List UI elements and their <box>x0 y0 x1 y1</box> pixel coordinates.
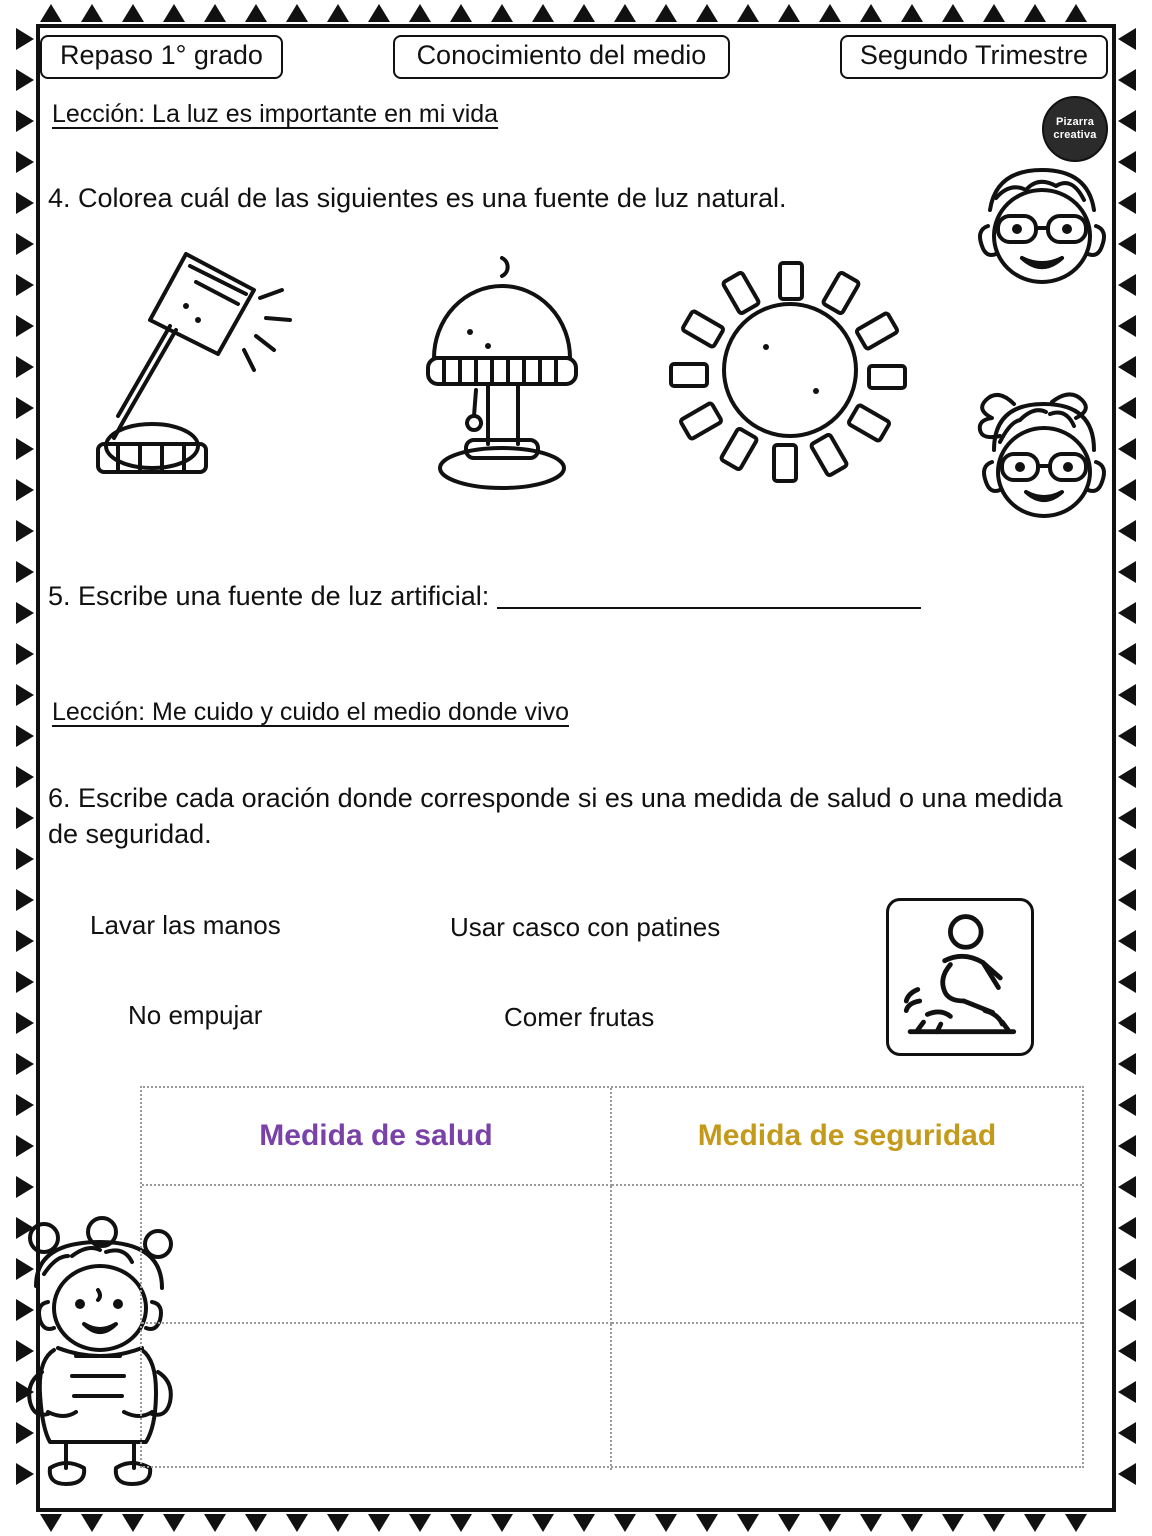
border-chevron <box>16 1135 34 1157</box>
border-chevron <box>16 807 34 829</box>
border-chevron <box>1118 725 1136 747</box>
table-header-seguridad <box>612 1088 1082 1186</box>
border-chevron <box>16 110 34 132</box>
girl-face-illustration <box>964 380 1124 540</box>
border-chevron <box>327 1514 349 1532</box>
header-term-box: Segundo Trimestre <box>840 35 1108 79</box>
border-chevron <box>1118 1217 1136 1239</box>
border-chevron <box>368 1514 390 1532</box>
border-chevron <box>40 1514 62 1532</box>
border-chevron <box>16 1176 34 1198</box>
table-header-salud <box>142 1088 612 1186</box>
border-chevron <box>16 397 34 419</box>
table-cell-salud-2[interactable] <box>142 1324 612 1470</box>
border-chevron <box>532 4 554 22</box>
border-chevron <box>737 4 759 22</box>
border-chevron <box>819 1514 841 1532</box>
table-lamp-icon[interactable] <box>392 240 612 490</box>
table-cell-seguridad-2[interactable] <box>612 1324 1082 1470</box>
border-chevron <box>778 4 800 22</box>
border-chevron <box>16 602 34 624</box>
border-chevron <box>16 356 34 378</box>
border-chevron <box>163 1514 185 1532</box>
border-chevron <box>1118 930 1136 952</box>
border-chevron <box>860 4 882 22</box>
border-chevron <box>286 4 308 22</box>
table-header-salud-label: Medida de salud <box>259 1119 493 1152</box>
border-chevron <box>778 1514 800 1532</box>
border-chevron <box>450 4 472 22</box>
border-chevron <box>1118 971 1136 993</box>
border-chevron <box>16 69 34 91</box>
border-chevron <box>491 1514 513 1532</box>
question-6-text: 6. Escribe cada oración donde corresponde si es una medida de salud o una medida de seguridad. <box>48 783 1063 850</box>
border-chevron <box>983 1514 1005 1532</box>
border-chevron <box>450 1514 472 1532</box>
border-chevron <box>16 725 34 747</box>
logo-line-1: Pizarra <box>1055 116 1095 129</box>
border-chevron <box>16 766 34 788</box>
worksheet-header <box>40 34 1108 80</box>
border-chevron <box>286 1514 308 1532</box>
header-subject-box: Conocimiento del medio <box>393 35 731 79</box>
border-chevron <box>1118 69 1136 91</box>
option-usar-casco-con-patines[interactable]: Usar casco con patines <box>450 912 721 942</box>
logo-line-2: creativa <box>1053 129 1097 141</box>
border-chevron <box>1118 1012 1136 1034</box>
border-chevron <box>1118 356 1136 378</box>
desk-lamp-icon[interactable] <box>78 232 308 482</box>
border-chevron <box>16 643 34 665</box>
border-chevron <box>655 4 677 22</box>
border-chevron <box>1118 110 1136 132</box>
border-chevron <box>1118 1094 1136 1116</box>
border-chevron <box>491 4 513 22</box>
border-chevron <box>368 4 390 22</box>
border-chevron <box>1024 4 1046 22</box>
border-chevron <box>655 1514 677 1532</box>
question-4-text: 4. Colorea cuál de las siguientes es una fuente de luz natural. <box>48 183 787 213</box>
border-chevron <box>16 479 34 501</box>
border-chevron <box>81 1514 103 1532</box>
border-chevron <box>942 1514 964 1532</box>
border-chevron <box>1118 766 1136 788</box>
border-chevron <box>1065 1514 1087 1532</box>
sun-icon[interactable] <box>660 255 920 485</box>
border-chevron <box>1118 848 1136 870</box>
border-chevron <box>122 4 144 22</box>
border-chevron <box>1118 643 1136 665</box>
border-chevron <box>1118 1053 1136 1075</box>
border-chevron <box>1118 1381 1136 1403</box>
border-chevron <box>1118 807 1136 829</box>
pizarra-creativa-logo <box>1042 96 1108 162</box>
question-5 <box>48 578 1048 614</box>
border-chevron <box>1024 1514 1046 1532</box>
border-chevron <box>737 1514 759 1532</box>
border-chevron <box>16 848 34 870</box>
border-chevron <box>1118 28 1136 50</box>
border-chevron <box>1065 4 1087 22</box>
border-chevron <box>532 1514 554 1532</box>
border-chevron <box>1118 315 1136 337</box>
border-chevron <box>16 1094 34 1116</box>
slippery-floor-sign-icon <box>886 898 1034 1056</box>
border-chevron <box>1118 1176 1136 1198</box>
border-chevron <box>409 4 431 22</box>
border-chevron <box>245 1514 267 1532</box>
border-chevron <box>1118 602 1136 624</box>
table-cell-salud-1[interactable] <box>142 1186 612 1324</box>
border-chevron <box>1118 889 1136 911</box>
border-chevron <box>204 4 226 22</box>
border-chevron <box>942 4 964 22</box>
header-grade-box: Repaso 1° grado <box>40 35 283 79</box>
border-chevron <box>245 4 267 22</box>
border-chevron <box>16 684 34 706</box>
border-chevron <box>16 315 34 337</box>
border-chevron <box>16 1012 34 1034</box>
border-chevron <box>614 4 636 22</box>
border-chevron <box>696 1514 718 1532</box>
border-chevron <box>204 1514 226 1532</box>
border-line-top <box>36 24 1116 28</box>
border-chevron <box>860 1514 882 1532</box>
border-chevron <box>16 520 34 542</box>
border-chevron <box>696 4 718 22</box>
option-lavar-las-manos[interactable]: Lavar las manos <box>90 910 281 940</box>
border-chevron <box>16 438 34 460</box>
border-chevron <box>327 4 349 22</box>
classification-table <box>140 1086 1084 1468</box>
option-comer-frutas[interactable]: Comer frutas <box>504 1002 655 1032</box>
border-chevron <box>614 1514 636 1532</box>
option-no-empujar[interactable]: No empujar <box>128 1000 263 1030</box>
border-chevron <box>16 274 34 296</box>
border-chevron <box>1118 1422 1136 1444</box>
border-chevron <box>1118 684 1136 706</box>
border-chevron <box>16 28 34 50</box>
border-chevron <box>819 4 841 22</box>
border-chevron <box>573 1514 595 1532</box>
border-chevron <box>1118 1135 1136 1157</box>
question-5-text: 5. Escribe una fuente de luz artificial: <box>48 581 490 611</box>
border-chevron <box>1118 1463 1136 1485</box>
lesson-title-light: Lección: La luz es importante en mi vida <box>52 100 499 128</box>
border-chevron <box>1118 1258 1136 1280</box>
border-chevron <box>40 4 62 22</box>
border-chevron <box>1118 561 1136 583</box>
border-chevron <box>409 1514 431 1532</box>
table-header-seguridad-label: Medida de seguridad <box>697 1119 997 1152</box>
answer-blank-line[interactable] <box>497 585 921 609</box>
border-chevron <box>16 192 34 214</box>
border-chevron <box>122 1514 144 1532</box>
border-chevron <box>81 4 103 22</box>
lesson-title-care: Lección: Me cuido y cuido el medio donde vivo <box>52 698 569 726</box>
border-chevron <box>16 1053 34 1075</box>
border-line-bottom <box>36 1508 1116 1512</box>
border-chevron <box>163 4 185 22</box>
border-chevron <box>1118 1340 1136 1362</box>
border-chevron <box>901 4 923 22</box>
border-chevron <box>983 4 1005 22</box>
border-chevron <box>16 930 34 952</box>
border-chevron <box>16 233 34 255</box>
border-chevron <box>16 151 34 173</box>
border-chevron <box>16 971 34 993</box>
border-chevron <box>901 1514 923 1532</box>
boy-face-illustration <box>962 158 1122 303</box>
border-chevron <box>16 889 34 911</box>
table-cell-seguridad-1[interactable] <box>612 1186 1082 1324</box>
border-chevron <box>1118 1299 1136 1321</box>
border-chevron <box>573 4 595 22</box>
border-chevron <box>16 561 34 583</box>
